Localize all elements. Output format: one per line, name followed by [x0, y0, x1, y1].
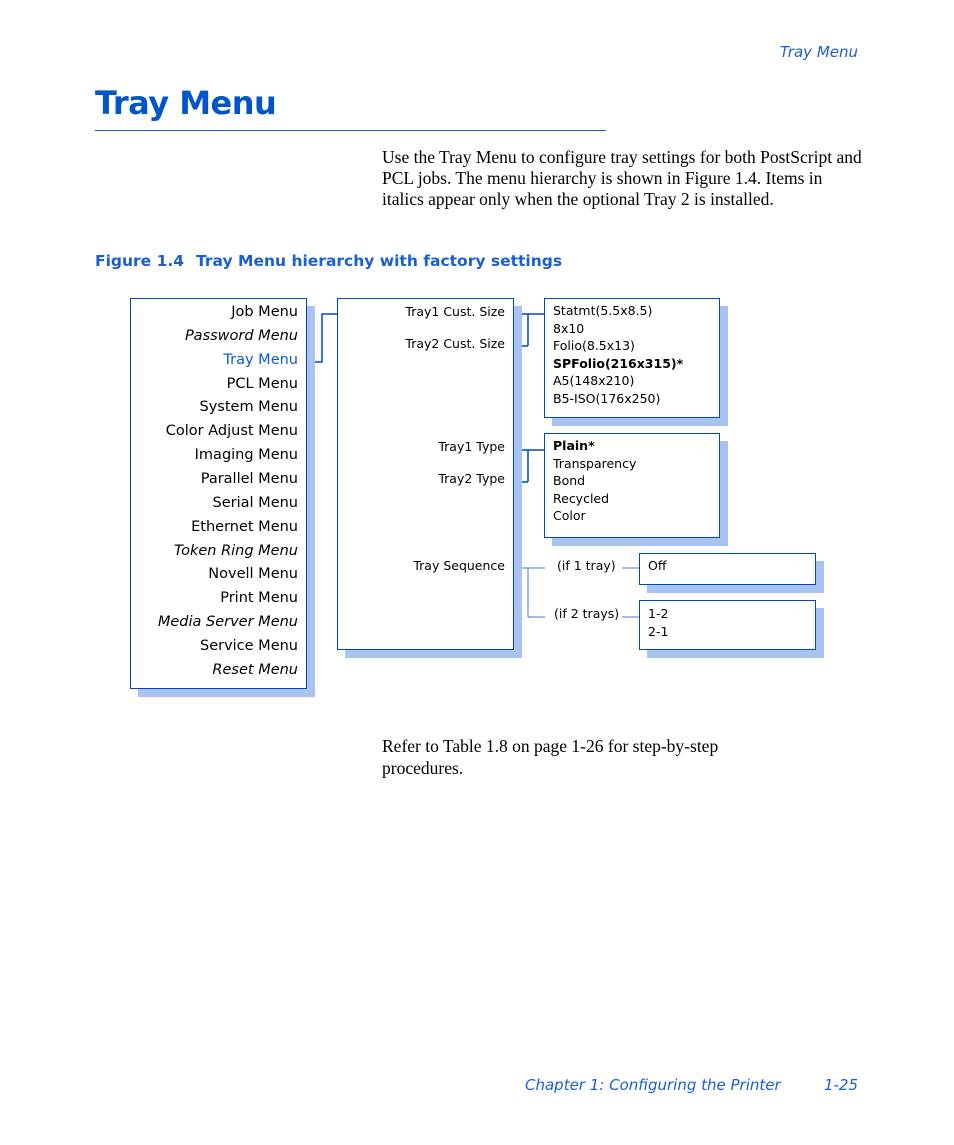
- size-option: Folio(8.5x13): [553, 338, 635, 353]
- type-option-default: Plain*: [553, 438, 595, 453]
- size-option: Statmt(5.5x8.5): [553, 303, 653, 318]
- type-option: Bond: [553, 473, 586, 488]
- figure-caption-text: Tray Menu hierarchy with factory settings: [196, 252, 563, 270]
- if-one-tray-label: (if 1 tray): [557, 558, 616, 573]
- size-option: 8x10: [553, 321, 585, 336]
- menu-item-tray: Tray Menu: [223, 352, 298, 368]
- type-option: Transparency: [553, 456, 637, 471]
- size-option: B5-ISO(176x250): [553, 391, 661, 406]
- menu-item-parallel: Parallel Menu: [200, 471, 298, 487]
- tray1-type-item: Tray1 Type: [438, 439, 505, 454]
- tray-sequence-item: Tray Sequence: [413, 558, 505, 573]
- refer-paragraph: Refer to Table 1.8 on page 1-26 for step-by-step procedures.: [382, 736, 719, 778]
- running-header: Tray Menu: [779, 43, 858, 61]
- menu-item-service: Service Menu: [199, 638, 298, 654]
- footer-chapter: Chapter 1: Configuring the Printer: [525, 1076, 781, 1094]
- size-options-box: [544, 298, 720, 418]
- type-option: Recycled: [553, 491, 610, 506]
- size-option: A5(148x210): [553, 373, 635, 388]
- menu-item-serial: Serial Menu: [212, 495, 298, 511]
- intro-paragraph: Use the Tray Menu to configure tray settings for both PostScript and PCL jobs. The menu hierarchy is shown in Figure 1.4. Items in italics appear only when the optional Tray 2 is installed.: [382, 147, 862, 209]
- menu-item-color-adjust: Color Adjust Menu: [165, 423, 298, 439]
- menu-item-token-ring: Token Ring Menu: [174, 543, 298, 559]
- one-tray-box: [639, 553, 816, 585]
- menu-item-password: Password Menu: [184, 328, 298, 344]
- tray2-cust-size-item: Tray2 Cust. Size: [405, 336, 505, 351]
- tray2-type-item: Tray2 Type: [438, 471, 505, 486]
- sequence-option: 1-2: [648, 606, 669, 621]
- tray1-cust-size-item: Tray1 Cust. Size: [405, 304, 505, 319]
- menu-item-media-server: Media Server Menu: [157, 614, 298, 630]
- footer-page-number: 1-25: [823, 1076, 858, 1094]
- menu-item-print: Print Menu: [220, 590, 298, 606]
- menu-item-imaging: Imaging Menu: [194, 447, 298, 463]
- type-options-box: [544, 433, 720, 538]
- main-menu-box: [130, 298, 307, 689]
- sequence-option: 2-1: [648, 624, 669, 639]
- sequence-option-off: Off: [648, 558, 667, 573]
- tray-menu-box: [337, 298, 514, 650]
- menu-item-ethernet: Ethernet Menu: [191, 519, 298, 535]
- two-trays-box: [639, 600, 816, 650]
- if-two-trays-label: (if 2 trays): [554, 606, 620, 621]
- menu-item-system: System Menu: [199, 399, 298, 415]
- figure-number: Figure 1.4: [95, 252, 185, 270]
- menu-item-job: Job Menu: [231, 304, 298, 320]
- menu-item-reset: Reset Menu: [212, 662, 298, 678]
- menu-item-novell: Novell Menu: [208, 566, 298, 582]
- type-option: Color: [553, 508, 586, 523]
- menu-item-pcl: PCL Menu: [226, 376, 298, 392]
- size-option-default: SPFolio(216x315)*: [553, 356, 684, 371]
- page-title: Tray Menu: [95, 84, 277, 122]
